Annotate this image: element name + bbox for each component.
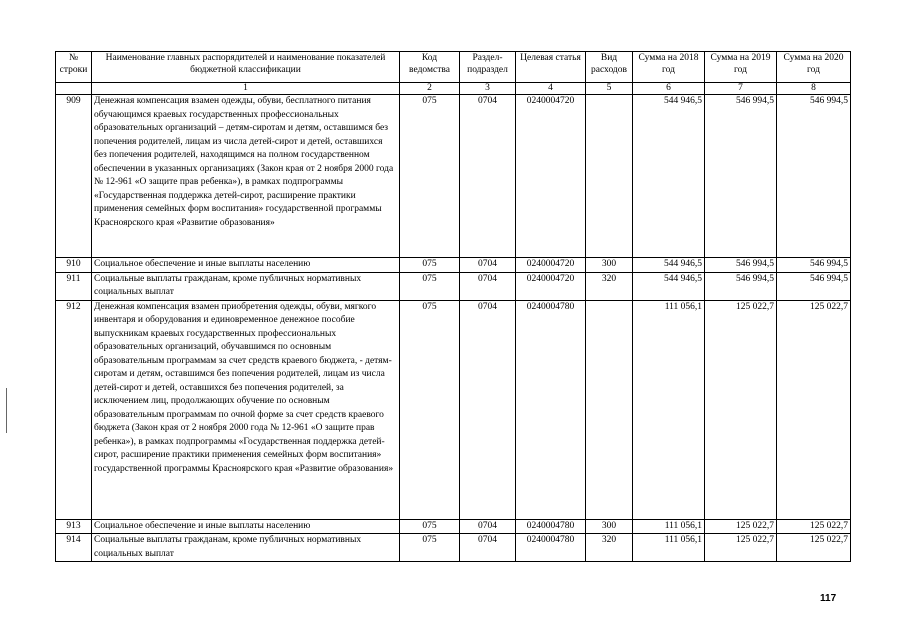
row-sum-2020: 546 994,5	[777, 258, 851, 273]
row-sum-2019: 546 994,5	[705, 272, 777, 300]
header-section: Раздел-подраздел	[460, 52, 516, 83]
row-sum-2019: 125 022,7	[705, 519, 777, 534]
row-name: Денежная компенсация взамен одежды, обуви, бесплатного питания обучающимся краевых государственных профессиональных образовательных организаций – детям-сиротам и детям, оставшимся без попечения родителей, лицам из числа детей-сирот и детей, оставшихся без попечения родителей, находящимся на полном государственном обеспечении в указанных организациях (Закон края от 2 ноября 2000 года № 12-961 «О защите прав ребенка»), в рамках подпрограммы «Государственная поддержка детей-сирот, расширение практики применения семейных форм воспитания» государственной программы Красноярского края «Развитие образования»	[92, 95, 400, 258]
row-sum-2020: 125 022,7	[777, 534, 851, 562]
header-sum-2019: Сумма на 2019 год	[705, 52, 777, 83]
row-sum-2019: 125 022,7	[705, 300, 777, 519]
row-number: 912	[56, 300, 92, 519]
header-code: Код ведомства	[400, 52, 460, 83]
column-number: 2	[400, 83, 460, 95]
row-code: 075	[400, 272, 460, 300]
row-sum-2018: 544 946,5	[633, 258, 705, 273]
row-kind	[586, 300, 633, 519]
row-name: Социальное обеспечение и иные выплаты населению	[92, 519, 400, 534]
row-target: 0240004780	[516, 300, 586, 519]
row-target: 0240004780	[516, 534, 586, 562]
row-name: Социальные выплаты гражданам, кроме публичных нормативных социальных выплат	[92, 272, 400, 300]
row-sum-2018: 544 946,5	[633, 272, 705, 300]
row-code: 075	[400, 258, 460, 273]
table-header	[56, 52, 851, 95]
row-sum-2020: 546 994,5	[777, 95, 851, 258]
row-target: 0240004720	[516, 258, 586, 273]
row-sum-2019: 125 022,7	[705, 534, 777, 562]
row-section: 0704	[460, 534, 516, 562]
row-section: 0704	[460, 519, 516, 534]
column-number: 5	[586, 83, 633, 95]
row-number: 914	[56, 534, 92, 562]
row-sum-2020: 546 994,5	[777, 272, 851, 300]
header-name: Наименование главных распорядителей и наименование показателей бюджетной классификации	[92, 52, 400, 83]
row-sum-2018: 111 056,1	[633, 300, 705, 519]
row-number: 911	[56, 272, 92, 300]
row-name: Социальное обеспечение и иные выплаты населению	[92, 258, 400, 273]
table-row	[56, 258, 851, 273]
column-number: 6	[633, 83, 705, 95]
row-section: 0704	[460, 258, 516, 273]
row-section: 0704	[460, 300, 516, 519]
row-target: 0240004720	[516, 272, 586, 300]
row-name: Социальные выплаты гражданам, кроме публичных нормативных социальных выплат	[92, 534, 400, 562]
row-target: 0240004720	[516, 95, 586, 258]
header-sum-2018: Сумма на 2018 год	[633, 52, 705, 83]
row-sum-2018: 111 056,1	[633, 519, 705, 534]
row-number: 910	[56, 258, 92, 273]
table-row	[56, 534, 851, 562]
column-number: 7	[705, 83, 777, 95]
row-code: 075	[400, 95, 460, 258]
row-kind: 320	[586, 272, 633, 300]
table-row	[56, 300, 851, 519]
column-number: 1	[92, 83, 400, 95]
row-code: 075	[400, 534, 460, 562]
header-sum-2020: Сумма на 2020 год	[777, 52, 851, 83]
header-target: Целевая статья	[516, 52, 586, 83]
table-row	[56, 95, 851, 258]
row-sum-2018: 544 946,5	[633, 95, 705, 258]
column-number: 4	[516, 83, 586, 95]
row-target: 0240004780	[516, 519, 586, 534]
table-row	[56, 519, 851, 534]
budget-table	[55, 51, 851, 562]
row-kind: 320	[586, 534, 633, 562]
row-kind: 300	[586, 258, 633, 273]
row-number: 913	[56, 519, 92, 534]
row-section: 0704	[460, 272, 516, 300]
row-sum-2020: 125 022,7	[777, 519, 851, 534]
page-number: 117	[820, 593, 837, 604]
column-number	[56, 83, 92, 95]
header-num: № строки	[56, 52, 92, 83]
row-sum-2018: 111 056,1	[633, 534, 705, 562]
row-name: Денежная компенсация взамен приобретения одежды, обуви, мягкого инвентаря и оборудования и единовременное денежное пособие выпускникам краевых государственных профессиональных образовательных организаций, обучавшимся по основным образовательным программам за счет средств краевого бюджета, - детям-сиротам и детям, оставшимся без попечения родителей, лицам из числа детей-сирот и детей, оставшихся без попечения родителей, за исключением лиц, продолжающих обучение по основным образовательным программам по очной форме за счет средств краевого бюджета (Закон края от 2 ноября 2000 года № 12-961 «О защите прав ребенка»), в рамках подпрограммы «Государственная поддержка детей-сирот, расширение практики применения семейных форм воспитания» государственной программы Красноярского края «Развитие образования»	[92, 300, 400, 519]
row-kind	[586, 95, 633, 258]
row-sum-2020: 125 022,7	[777, 300, 851, 519]
row-code: 075	[400, 519, 460, 534]
header-kind: Вид расходов	[586, 52, 633, 83]
scan-edge-line	[6, 388, 7, 433]
row-number: 909	[56, 95, 92, 258]
column-number: 3	[460, 83, 516, 95]
row-sum-2019: 546 994,5	[705, 95, 777, 258]
row-kind: 300	[586, 519, 633, 534]
row-code: 075	[400, 300, 460, 519]
table-row	[56, 272, 851, 300]
column-number: 8	[777, 83, 851, 95]
row-sum-2019: 546 994,5	[705, 258, 777, 273]
row-section: 0704	[460, 95, 516, 258]
